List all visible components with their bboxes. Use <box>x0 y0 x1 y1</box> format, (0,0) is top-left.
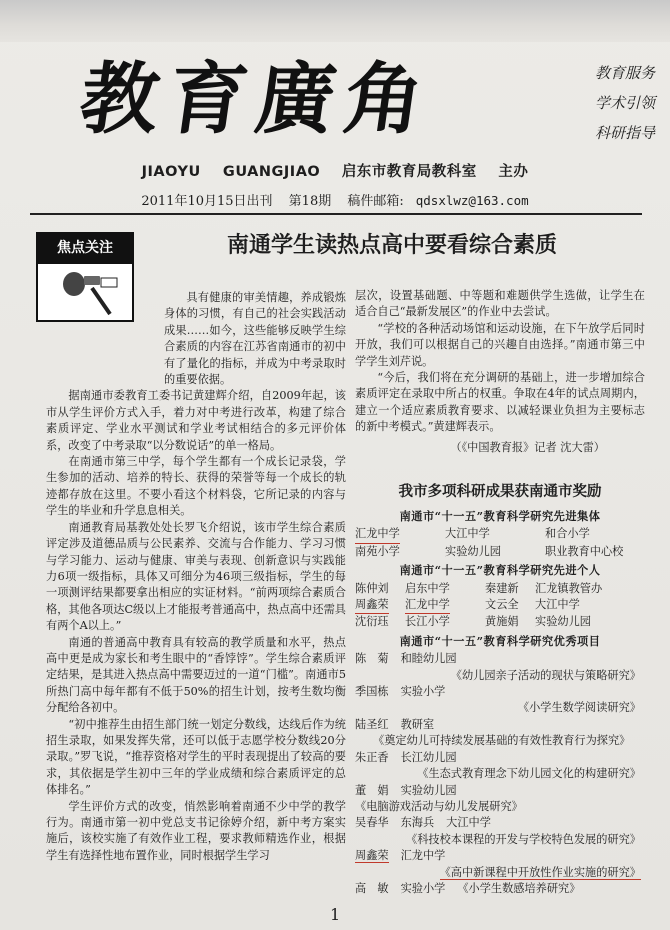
slogan: 科研指导 <box>594 124 655 142</box>
person-unit: 长江幼儿园 <box>400 750 457 764</box>
email-address: qdsxlwz@163.com <box>415 193 529 208</box>
person-name: 董 娟 <box>355 783 389 797</box>
person-unit: 启东中学 <box>405 581 450 595</box>
focus-badge-label: 焦点关注 <box>36 232 134 264</box>
slogans <box>545 58 655 148</box>
email-label: 稿件邮箱: <box>347 194 404 209</box>
project-topic: 《小学生数感培养研究》 <box>457 881 581 895</box>
person-unit: 实验小学 <box>400 685 446 699</box>
person-name: 陆圣红 <box>355 717 389 731</box>
project-head <box>355 717 645 733</box>
person-unit: 大江中学 <box>535 598 580 612</box>
awards-title: 我市多项科研成果获南通市奖励 <box>398 484 602 500</box>
person-name: 周鑫荣 <box>355 597 389 614</box>
project-topic: 《生态式教育理念下幼儿园文化的构建研究》 <box>417 767 641 781</box>
school-name: 职业教育中心校 <box>545 544 624 558</box>
project-topic: 《奠定幼儿可持续发展基础的有效性教育行为探究》 <box>373 734 631 748</box>
page-number: 1 <box>330 905 341 924</box>
awards-list <box>355 506 645 897</box>
list-item <box>355 597 645 614</box>
article-headline: 南通学生读热点高中要看综合素质 <box>226 233 557 258</box>
project-head <box>355 651 645 667</box>
project-head <box>355 881 645 897</box>
article-paragraph: “初中推荐生由招生部门统一划定分数线，达线后作为统招生录取，如果发挥失常，还可以低于志愿学校分数线20分录取。”罗飞说，“推荐资格对学生的平时表现提出了较高的要求，其依据是学生初中三年的学业成绩和综合素质评定的总体排名。” <box>46 717 346 797</box>
person-unit: 教研室 <box>400 717 435 731</box>
school-name: 南苑小学 <box>355 544 400 558</box>
person-name: 吴春华 <box>355 816 389 830</box>
article-paragraph: 具有健康的审美情趣，养成锻炼身体的习惯，有自己的社会实践活动成果……如今，这些能够反映学生综合素质的内容在江苏省南通市的初中有了量化的指标，并成为中考录取时的重要依据。 <box>164 291 346 387</box>
person-name: 沈衍珏 <box>355 615 389 629</box>
person-name: 东海兵 <box>400 816 435 830</box>
article-paragraph: 在南通市第三中学，每个学生都有一个成长记录袋，学生参加的活动、培养的特长、获得的荣誉等每一个成长的轨迹都存放在这里。不要小看这个材料袋，它所记录的内容与学生的毕业和升学息息相关。 <box>46 455 346 518</box>
project-head <box>355 815 645 831</box>
header-divider <box>30 213 642 215</box>
person-unit: 大江中学 <box>446 816 491 830</box>
project-head <box>355 783 645 816</box>
project-topic <box>355 865 645 881</box>
article-paragraph: “今后，我们将在充分调研的基础上，进一步增加综合素质评定在录取中所占的权重。争取在4年的试点周期内，建立一个适应素质教育要求、以减轻课业负担为主要标志的新中考模式。”黄建辉表示。 <box>355 371 645 434</box>
school-name: 大江中学 <box>445 527 490 541</box>
article-paragraph: 南通的普通高中教育具有较高的教学质量和水平，热点高中更是成为家长和考生眼中的“香饽饽”。学生综合素质评定结果，是其进入热点高中需要迈过的一道“门槛”。南通市5所热门高中每年都有不低于50%的招生计划，按考生数均衡分配给各初中。 <box>46 635 346 715</box>
person-name: 高 敏 <box>355 881 389 895</box>
person-unit: 汇龙镇教管办 <box>535 581 603 595</box>
projects-heading: 南通市“十一五”教育科学研究优秀项目 <box>399 633 601 648</box>
article-paragraph: “学校的各种活动场馆和运动设施，在下午放学后同时开放，我们可以根据自己的兴趣自由选择。”南通市第三中学学生刘芹说。 <box>355 321 645 368</box>
list-item <box>355 614 645 630</box>
project-topic-text: 《高中新课程中开放性作业实施的研究》 <box>439 865 641 879</box>
list-item <box>355 526 645 543</box>
person-name: 文云全 <box>485 598 519 612</box>
person-name: 朱正香 <box>355 750 389 764</box>
project-topic: 《电脑游戏活动与幼儿发展研究》 <box>355 799 523 813</box>
person-unit: 汇龙中学 <box>405 597 450 614</box>
article-paragraph: 层次，设置基础题、中等题和难题供学生选做，让学生在适合自己“最新发展区”的作业中去尝试。 <box>355 289 645 319</box>
host: 主办 <box>498 164 529 180</box>
slogan: 学术引领 <box>594 94 655 112</box>
article-paragraph: 学生评价方式的改变，悄然影响着南通不少中学的教学行为。南通市第一初中党总支书记徐婷介绍，新中考方案实施后，该校实施了有效作业工程，要求教师精选作业，根据学生有选择性地布置作业，同时根据学生学习 <box>46 799 346 862</box>
article-left-column <box>46 290 346 864</box>
person-unit: 实验幼儿园 <box>535 615 591 629</box>
issue-date: 2011年10月15日出刊 <box>141 194 273 209</box>
masthead-subline <box>0 160 670 181</box>
top-strip <box>0 0 670 42</box>
person-name: 陈 菊 <box>355 652 389 666</box>
individual-heading: 南通市“十一五”教育科学研究先进个人 <box>399 563 601 578</box>
school-name: 实验幼儿园 <box>445 544 501 558</box>
person-unit: 长江小学 <box>405 615 450 629</box>
person-name: 陈仲刘 <box>355 581 389 595</box>
project-head <box>355 750 645 766</box>
person-name: 黄施娟 <box>485 615 519 629</box>
person-unit: 汇龙中学 <box>400 849 446 863</box>
collective-heading: 南通市“十一五”教育科学研究先进集体 <box>399 509 601 523</box>
publisher: 启东市教育局教科室 <box>341 164 477 180</box>
slogan: 教育服务 <box>594 64 655 82</box>
list-item <box>355 544 645 560</box>
article-byline: （《中国教育报》记者 沈大雷） <box>450 440 605 454</box>
masthead-title: 教育廣角 <box>74 54 440 145</box>
project-topic: 《幼儿园亲子活动的现状与策略研究》 <box>450 668 641 682</box>
person-name: 秦建新 <box>485 581 519 595</box>
article-right-column <box>355 288 645 456</box>
person-name: 季国栋 <box>355 685 389 699</box>
issue-number: 第18期 <box>288 194 332 209</box>
masthead-pinyin: JIAOYU GUANGJIAO <box>141 164 321 180</box>
dateline <box>0 190 670 209</box>
person-name: 周鑫荣 <box>355 849 389 863</box>
person-unit: 实验小学 <box>400 881 446 895</box>
list-item <box>355 581 645 597</box>
person-unit: 实验幼儿园 <box>400 783 457 797</box>
article-paragraph: 据南通市委教育工委书记黄建辉介绍，自2009年起，该市从学生评价方式入手，着力对中考进行改革，构建了综合素质评定、学业水平测试和学业考试相结合的多元评价体系，改变了中考录取“以分数说话”的单一格局。 <box>46 389 346 452</box>
project-head <box>355 684 645 700</box>
project-topic: 《小学生数学阅读研究》 <box>517 701 641 715</box>
school-name: 汇龙中学 <box>355 526 400 543</box>
school-name: 和合小学 <box>545 527 590 541</box>
person-unit: 和睦幼儿园 <box>400 652 457 666</box>
project-topic: 《科技校本课程的开发与学校特色发展的研究》 <box>406 832 641 846</box>
article-paragraph: 南通教育局基教处处长罗飞介绍说，该市学生综合素质评定涉及道德品质与公民素养、交流与合作能力、学习习惯与学习能力、运动与健康、审美与表现、创新意识与实践能力6项一级指标，具体又可细分为46项三级指标，学生的每一项测评结果都要拿出相应的实证材料。“前两项综合素质合格，其他各项达C级以上才能报考普通高中，热点高中还需具有两个A以上。” <box>46 520 346 633</box>
project-head <box>355 848 645 864</box>
